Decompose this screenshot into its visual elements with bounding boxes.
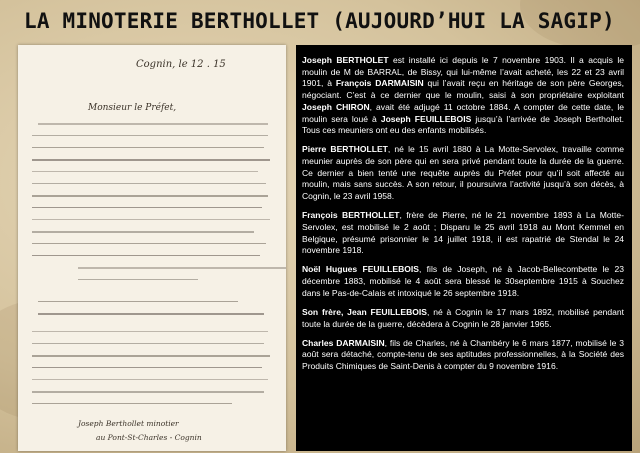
handwriting-stroke [32,219,270,220]
letter-date-header: Cognin, le 12 . 15 [136,59,226,70]
person-name: Charles DARMAISIN [302,337,385,348]
handwriting-stroke [32,207,262,208]
handwriting-stroke [32,195,268,197]
handwriting-stroke [32,331,268,332]
person-name: Pierre BERTHOLLET [302,144,388,155]
paragraph-text: , frère de Pierre, né le 21 novembre 1893 à La Motte-Servolex, est mobilisé le 2 août ; Disparu le 25 avril 1918 au Mont Kemmel en Belgique, présumé prisonnier le 14 juillet 1918, il est rapatrié de Stendal le 24 novembre 1918. [302,210,624,256]
paragraph-5 [302,307,624,330]
handwriting-stroke [32,159,270,161]
handwriting-stroke [32,147,264,148]
paragraph-text: , avait été adjugé 11 octobre 1884. A compter de cette date, le moulin sera loué à [302,101,624,124]
person-name: Joseph FEUILLEBOIS [380,113,472,124]
person-name: Son frère, Jean FEUILLEBOIS [302,306,428,317]
handwriting-stroke [78,279,198,280]
handwriting-stroke [38,313,264,315]
paragraph-text: , fils de Charles, né à Chambéry le 6 mars 1877, mobilisé le 3 août sera détaché, compte-tenu de ses aptitudes professionnelles, à la Société des Produits Chimiques de Saint-Denis à compter du 9 novembre 1916. [302,337,624,372]
handwriting-stroke [32,403,232,404]
person-name: François BERTHOLLET [302,210,400,221]
handwritten-letter-image [18,45,286,451]
handwriting-stroke [32,183,266,184]
paragraph-6 [302,338,624,373]
paragraph-1 [302,55,624,137]
paragraph-4 [302,264,624,299]
paragraph-text: , fils de Joseph, né à Jacob-Bellecombette le 23 décembre 1883, mobilisé le 4 août sera blessé le 30septembre 1915 à Souchez dans le Pas-de-Calais et intoxiqué le 26 septembre 1918. [302,264,624,298]
handwriting-stroke [32,171,258,172]
paragraph-3 [302,210,624,257]
handwriting-stroke [78,267,286,269]
handwriting-stroke [32,367,262,368]
paragraph-text: jusqu’à l’arrivée de Joseph Berthollet. Tous ces meuniers ont eu des enfants mobilisés. [302,113,624,136]
handwriting-stroke [38,301,238,302]
paragraph-text: qui l’avait reçu en héritage de son père Georges, négociant. C’est à ce dernier que le moulin, saisi à son propriétaire exploitant [302,78,624,101]
handwriting-stroke [32,379,268,380]
handwriting-stroke [32,243,266,244]
person-name: Noël Hugues FEUILLEBOIS [302,264,419,275]
page-title: LA MINOTERIE BERTHOLLET (AUJOURD’HUI LA SAGIP) [24,9,615,33]
handwriting-stroke [32,391,264,393]
person-name: Joseph CHIRON [302,101,370,112]
handwriting-stroke [32,231,254,233]
handwriting-stroke [32,355,270,357]
handwriting-stroke [32,255,260,256]
handwriting-stroke [32,135,268,136]
paragraph-text: , né le 15 avril 1880 à La Motte-Servolex, travaille comme meunier auprès de son père qui en sera privé pendant toute la durée de la guerre. Ce dernier a bien tenté une requête auprès du Préfet pour qu’il soit affecté au moulin, mais sans succès. A son retour, il poursuivra l’activité jusqu’à son décès, à Cognin, le 23 avril 1958. [302,144,624,202]
person-name: François DARMAISIN [335,78,424,89]
paragraph-text: est installé ici depuis le 7 novembre 1903. Il a acquis le moulin de M de BARRAL, de Bissy, qui lui-même l’avait acheté, les 22 et 23 avril 1901, à [302,55,624,89]
paragraph-text: , né à Cognin le 17 mars 1892, mobilisé pendant toute la durée de la guerre, décèdera à Cognin le 28 janvier 1965. [302,306,625,329]
text-panel [296,45,632,451]
paragraph-2 [302,144,624,203]
handwriting-stroke [32,343,264,344]
handwriting-stroke [38,123,268,125]
letter-signature-line1: Joseph Berthollet minotier [78,419,179,428]
letter-salutation: Monsieur le Préfet, [88,103,177,113]
letter-signature-line2: au Pont-St-Charles - Cognin [96,433,202,442]
person-name: Joseph BERTHOLET [302,55,389,65]
